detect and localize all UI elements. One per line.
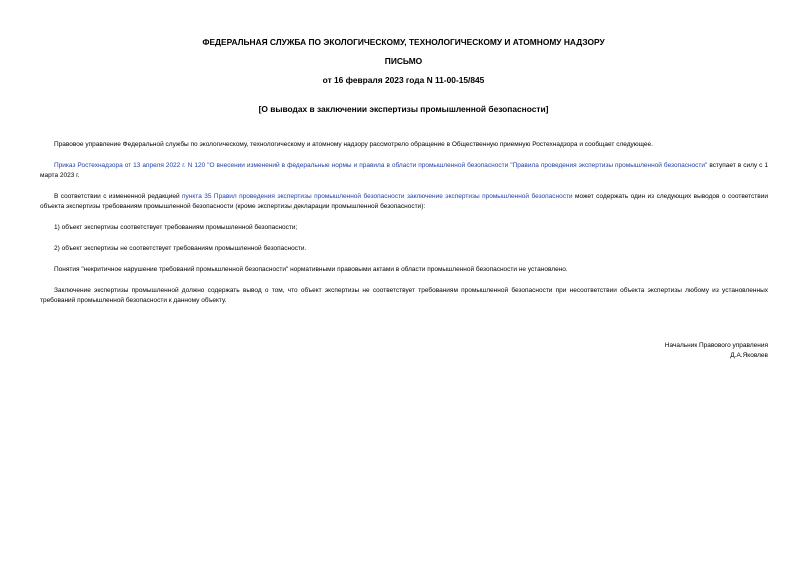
document-date-number: от 16 февраля 2023 года N 11-00-15/845 [322,75,485,85]
document-type: ПИСЬМО [384,56,423,66]
signature-block [665,341,768,361]
paragraph-order [40,161,768,181]
rules-clause-link[interactable]: пункта 35 Правил проведения экспертизы промышленной безопасности заключение экспертизы промышленной безопасности [182,193,573,200]
signature-position: Начальник Правового управления [664,342,768,349]
signature-name: Д.А.Яковлев [730,352,768,359]
agency-title: ФЕДЕРАЛЬНАЯ СЛУЖБА ПО ЭКОЛОГИЧЕСКОМУ, ТЕХНОЛОГИЧЕСКОМУ И АТОМНОМУ НАДЗОРУ [202,37,605,47]
paragraph-order-tail: вступает в силу с 1 марта 2023 г. [40,162,769,179]
paragraph-rules-tail: может содержать один из следующих выводов о соответствии объекта экспертизы требованиям промышленной безопасности (кроме экспертизы декларации промышленной безопасности): [40,193,768,210]
list-item: 1) объект экспертизы соответствует требованиям промышленной безопасности; [54,224,298,231]
paragraph-rules [40,192,768,212]
list-item: 2) объект экспертизы не соответствует требованиям промышленной безопасности. [54,245,307,252]
order-link[interactable]: Приказ Ростехнадзора от 13 апреля 2022 г. N 120 "О внесении изменений в федеральные нормы и правила в области промышленной безопасности "Правила проведения экспертизы промышленной безопасности" [54,162,708,169]
letter-body [40,140,768,306]
document-subject: [О выводах в заключении экспертизы промышленной безопасности] [258,104,549,114]
paragraph-rules-start: В соответствии с измененной редакцией [54,193,183,200]
paragraph-definition: Понятия "некритичное нарушение требований промышленной безопасности" нормативными правовыми актами в области промышленной безопасности не установлено. [54,266,568,273]
paragraph-conclusion: Заключение экспертизы промышленной должно содержать вывод о том, что объект экспертизы не соответствует требованиям промышленной безопасности при несоответствии объекта экспертизы любому из установленных требований промышленной безопасности к данному объекту. [40,287,768,304]
paragraph-intro: Правовое управление Федеральной службы по экологическому, технологическому и атомному надзору рассмотрело обращение в Общественную приемную Ростехнадзора и сообщает следующее. [54,141,653,148]
